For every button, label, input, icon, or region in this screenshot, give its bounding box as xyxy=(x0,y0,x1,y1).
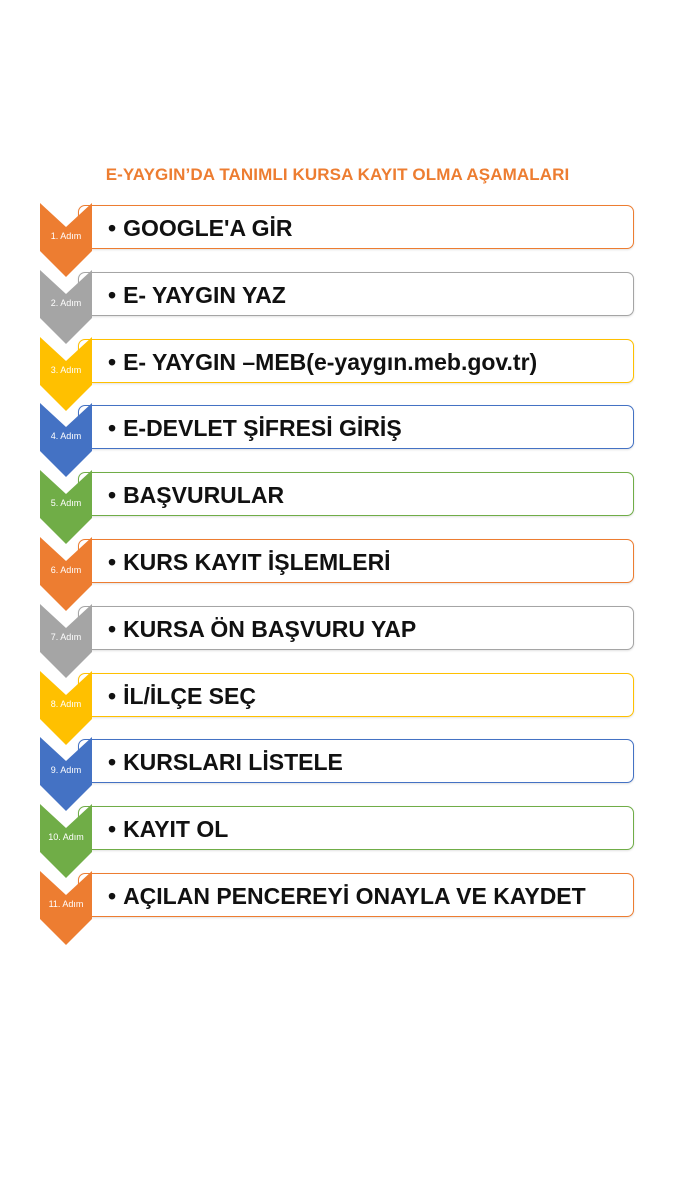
step-label: 2. Adım xyxy=(50,297,82,308)
bullet-icon: • xyxy=(108,281,117,308)
step-row xyxy=(0,737,675,804)
steps-list xyxy=(0,203,675,963)
bullet-icon: • xyxy=(108,816,117,843)
step-row xyxy=(0,470,675,537)
bullet-icon: • xyxy=(108,415,117,442)
page-title: E-YAYGIN’DA TANIMLI KURSA KAYIT OLMA AŞAMALARI xyxy=(105,165,570,184)
bullet-icon: • xyxy=(108,883,117,909)
step-text xyxy=(108,812,228,846)
step-label: 4. Adım xyxy=(50,431,82,442)
step-label: 5. Adım xyxy=(50,498,82,509)
step-row xyxy=(0,671,675,738)
step-label: 3. Adım xyxy=(50,364,82,375)
bullet-icon: • xyxy=(108,348,117,375)
bullet-icon: • xyxy=(108,482,117,509)
step-label: 11. Adım xyxy=(48,899,84,909)
step-text-content: E- YAYGIN YAZ xyxy=(123,281,286,308)
step-text-content: KURSA ÖN BAŞVURU YAP xyxy=(123,615,417,642)
step-text-content: AÇILAN PENCEREYİ ONAYLA VE KAYDET xyxy=(123,883,586,909)
step-label: 6. Adım xyxy=(50,565,82,575)
step-text-content: KURSLARI LİSTELE xyxy=(123,749,343,776)
step-text xyxy=(108,612,416,646)
step-row xyxy=(0,337,675,404)
step-row xyxy=(0,203,675,270)
bullet-icon: • xyxy=(108,615,117,642)
step-row xyxy=(0,270,675,337)
step-text-content: BAŞVURULAR xyxy=(123,482,285,509)
step-label: 10. Adım xyxy=(48,832,84,843)
bullet-icon: • xyxy=(108,749,117,776)
step-row xyxy=(0,403,675,470)
step-text-content: KURS KAYIT İŞLEMLERİ xyxy=(123,549,391,575)
step-text xyxy=(108,211,293,245)
step-row xyxy=(0,604,675,671)
step-text-content: İL/İLÇE SEÇ xyxy=(123,682,256,709)
step-text-content: KAYIT OL xyxy=(123,816,229,843)
step-text xyxy=(108,478,284,512)
step-label: 1. Adım xyxy=(50,231,82,241)
step-text-content: E- YAYGIN –MEB(e-yaygın.meb.gov.tr) xyxy=(123,348,538,375)
step-text xyxy=(108,679,256,713)
step-label: 9. Adım xyxy=(50,765,82,776)
step-text xyxy=(108,345,537,379)
step-text-content: GOOGLE'A GİR xyxy=(123,215,293,241)
step-text xyxy=(108,411,402,445)
step-text xyxy=(108,879,586,913)
step-text xyxy=(108,278,286,312)
step-text-content: E-DEVLET ŞİFRESİ GİRİŞ xyxy=(123,415,402,442)
bullet-icon: • xyxy=(108,682,117,709)
step-row xyxy=(0,871,675,938)
bullet-icon: • xyxy=(108,549,117,575)
step-text xyxy=(108,545,391,579)
step-label: 7. Adım xyxy=(50,631,82,642)
step-text xyxy=(108,745,343,779)
step-row xyxy=(0,537,675,604)
step-row xyxy=(0,804,675,871)
step-label: 8. Adım xyxy=(50,698,82,709)
bullet-icon: • xyxy=(108,215,117,241)
